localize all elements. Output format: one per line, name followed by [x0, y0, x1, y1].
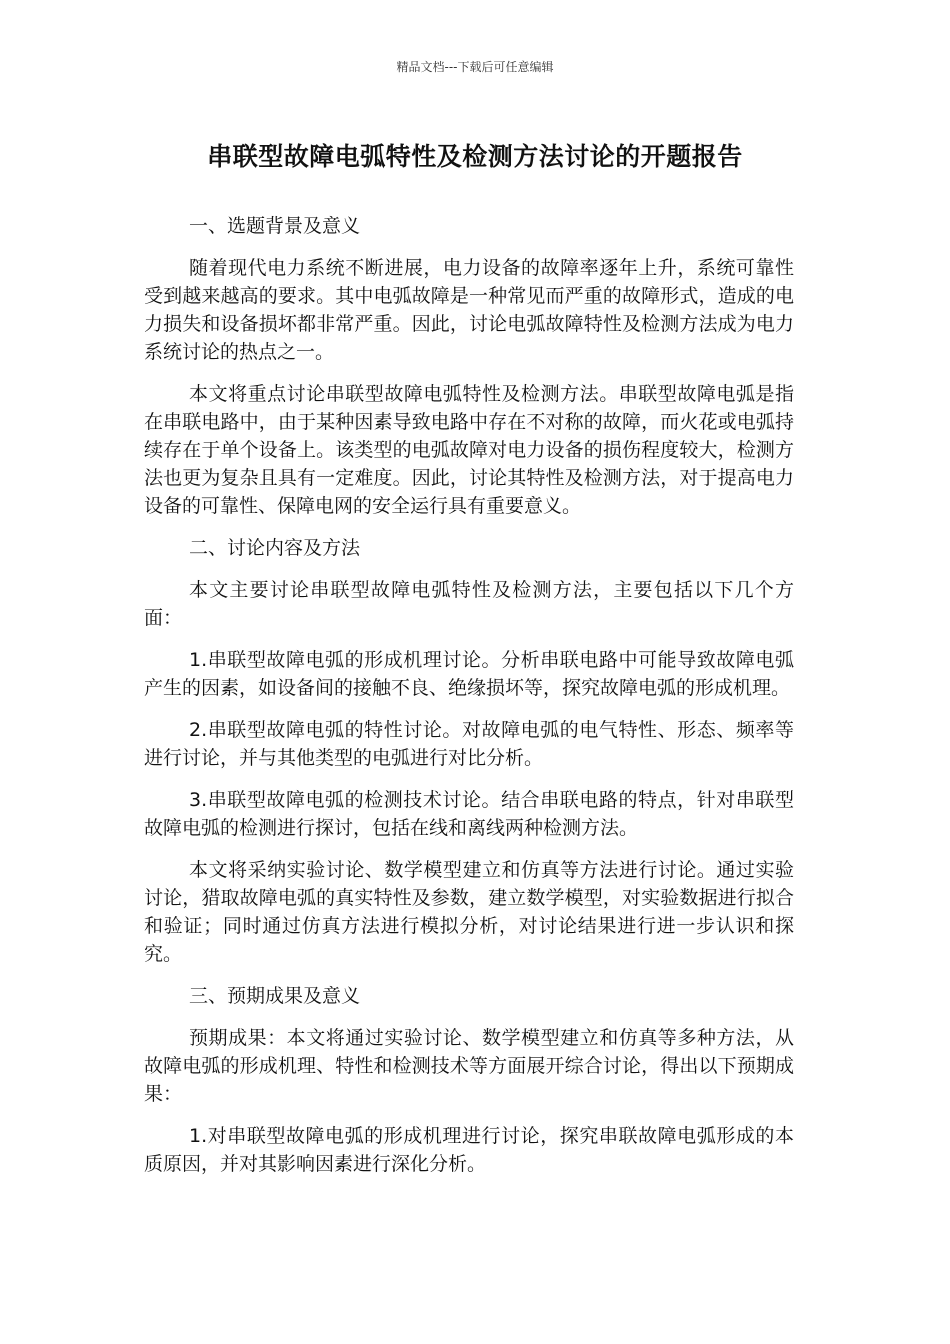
section-heading-background: 一、选题背景及意义: [189, 215, 361, 237]
section-heading-expected-results: 三、预期成果及意义: [189, 985, 361, 1007]
paragraph-expected-intro: 预期成果：本文将通过实验讨论、数学模型建立和仿真等多种方法，从故障电弧的形成机理、特性和检测技术等方面展开综合讨论，得出以下预期成果：: [144, 1027, 794, 1105]
paragraph-background-1: 随着现代电力系统不断进展，电力设备的故障率逐年上升，系统可靠性受到越来越高的要求。其中电弧故障是一种常见而严重的故障形式，造成的电力损失和设备损坏都非常严重。因此，讨论电弧故障特性及检测方法成为电力系统讨论的热点之一。: [144, 257, 794, 363]
paragraph-expected-item-1: 1.对串联型故障电弧的形成机理进行讨论，探究串联故障电弧形成的本质原因，并对其影响因素进行深化分析。: [144, 1125, 794, 1175]
paragraph-content-item-1: 1.串联型故障电弧的形成机理讨论。分析串联电路中可能导致故障电弧产生的因素，如设备间的接触不良、绝缘损坏等，探究故障电弧的形成机理。: [144, 649, 794, 699]
document-body: [144, 212, 794, 1192]
paragraph-background-2: 本文将重点讨论串联型故障电弧特性及检测方法。串联型故障电弧是指在串联电路中，由于某种因素导致电路中存在不对称的故障，而火花或电弧持续存在于单个设备上。该类型的电弧故障对电力设备的损伤程度较大，检测方法也更为复杂且具有一定难度。因此，讨论其特性及检测方法，对于提高电力设备的可靠性、保障电网的安全运行具有重要意义。: [144, 383, 794, 517]
paragraph-methods: 本文将采纳实验讨论、数学模型建立和仿真等方法进行讨论。通过实验讨论，猎取故障电弧的真实特性及参数，建立数学模型，对实验数据进行拟合和验证；同时通过仿真方法进行模拟分析，对讨论结果进行进一步认识和探究。: [144, 859, 794, 965]
document-title: 串联型故障电弧特性及检测方法讨论的开题报告: [207, 142, 743, 171]
page-header-note: 精品文档---下载后可任意编辑: [396, 60, 554, 74]
paragraph-content-item-3: 3.串联型故障电弧的检测技术讨论。结合串联电路的特点，针对串联型故障电弧的检测进行探讨，包括在线和离线两种检测方法。: [144, 789, 794, 839]
paragraph-content-item-2: 2.串联型故障电弧的特性讨论。对故障电弧的电气特性、形态、频率等进行讨论，并与其他类型的电弧进行对比分析。: [144, 719, 794, 769]
section-heading-content-methods: 二、讨论内容及方法: [189, 537, 361, 559]
paragraph-content-intro: 本文主要讨论串联型故障电弧特性及检测方法，主要包括以下几个方面：: [144, 579, 794, 629]
